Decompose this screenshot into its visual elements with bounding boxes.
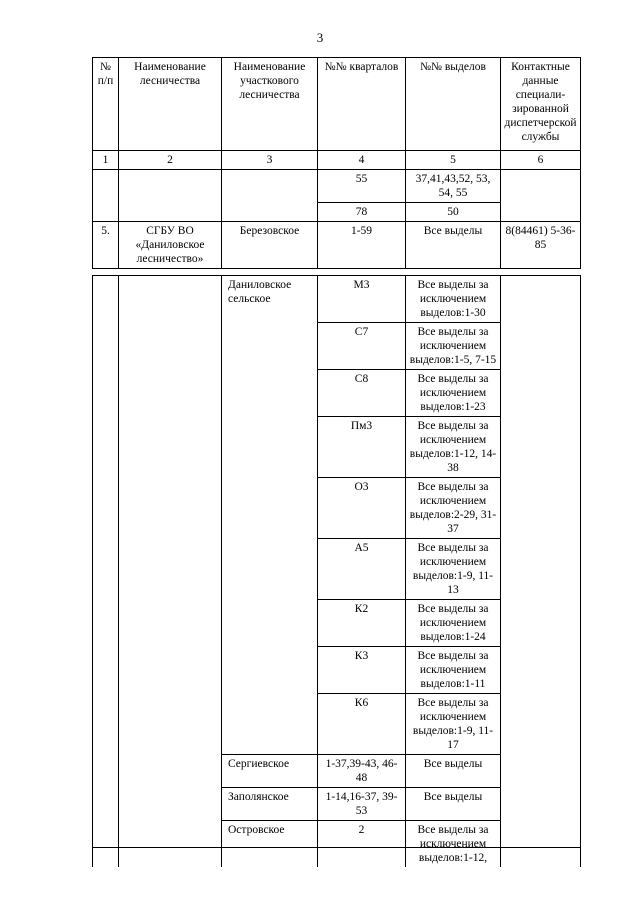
forestry-table-container bbox=[92, 57, 581, 867]
vydel-cell: 50 bbox=[406, 203, 501, 222]
header-vydel: №№ выделов bbox=[406, 58, 501, 151]
vydel-cell: Все выделы за исключением выделов:1-12, bbox=[406, 821, 501, 868]
kvartal-cell: 2 bbox=[318, 821, 406, 868]
column-number: 5 bbox=[406, 151, 501, 170]
vydel-cell: Все выделы bbox=[406, 788, 501, 821]
empty-cell bbox=[93, 276, 119, 868]
kvartal-cell: К6 bbox=[318, 694, 406, 755]
district-name: Сергиевское bbox=[222, 755, 318, 788]
vydel-cell: 37,41,43,52, 53, 54, 55 bbox=[406, 170, 501, 203]
kvartal-cell: С7 bbox=[318, 323, 406, 370]
header-kvartal: №№ кварталов bbox=[318, 58, 406, 151]
kvartal-cell: М3 bbox=[318, 276, 406, 323]
kvartal-cell: 1-14,16-37, 39-53 bbox=[318, 788, 406, 821]
table-row bbox=[93, 170, 581, 203]
column-number: 2 bbox=[119, 151, 222, 170]
district-name: Заполянское bbox=[222, 788, 318, 821]
kvartal-cell: 78 bbox=[318, 203, 406, 222]
vydel-cell: Все выделы за исключением выделов:1-11 bbox=[406, 647, 501, 694]
kvartal-cell: К3 bbox=[318, 647, 406, 694]
column-number-row bbox=[93, 151, 581, 170]
kvartal-cell: 1-37,39-43, 46-48 bbox=[318, 755, 406, 788]
kvartal-cell: 55 bbox=[318, 170, 406, 203]
vydel-cell: Все выделы за исключением выделов:1-12, 14-38 bbox=[406, 417, 501, 478]
vydel-cell: Все выделы за исключением выделов:1-30 bbox=[406, 276, 501, 323]
kvartal-cell: 1-59 bbox=[318, 222, 406, 269]
header-num: № п/п bbox=[93, 58, 119, 151]
empty-cell bbox=[93, 170, 119, 222]
vydel-cell: Все выделы за исключением выделов:1-5, 7-15 bbox=[406, 323, 501, 370]
kvartal-cell: К2 bbox=[318, 600, 406, 647]
column-number: 6 bbox=[501, 151, 581, 170]
header-forestry: Наименование лесничества bbox=[119, 58, 222, 151]
kvartal-cell: Пм3 bbox=[318, 417, 406, 478]
empty-cell bbox=[119, 170, 222, 222]
column-number: 4 bbox=[318, 151, 406, 170]
empty-cell bbox=[119, 276, 222, 868]
vydel-cell: Все выделы за исключением выделов:1-9, 11-13 bbox=[406, 539, 501, 600]
kvartal-cell: А5 bbox=[318, 539, 406, 600]
forestry-table bbox=[92, 57, 581, 867]
table-row bbox=[93, 222, 581, 269]
page-bottom-line bbox=[92, 847, 580, 848]
district-name: Даниловское сельское bbox=[222, 276, 318, 755]
page-number: 3 bbox=[316, 30, 324, 45]
column-number: 1 bbox=[93, 151, 119, 170]
kvartal-cell: С8 bbox=[318, 370, 406, 417]
empty-cell bbox=[501, 170, 581, 222]
contact-cell: 8(84461) 5-36-85 bbox=[501, 222, 581, 269]
district-name: Березовское bbox=[222, 222, 318, 269]
row-number: 5. bbox=[93, 222, 119, 269]
vydel-cell: Все выделы bbox=[406, 755, 501, 788]
vydel-cell: Все выделы за исключением выделов:1-24 bbox=[406, 600, 501, 647]
vydel-cell: Все выделы за исключением выделов:1-9, 11-17 bbox=[406, 694, 501, 755]
vydel-cell: Все выделы за исключением выделов:2-29, 31-37 bbox=[406, 478, 501, 539]
district-name: Островское bbox=[222, 821, 318, 868]
vydel-cell: Все выделы bbox=[406, 222, 501, 269]
forestry-name: СГБУ ВО «Даниловское лесничество» bbox=[119, 222, 222, 269]
table-row bbox=[93, 276, 581, 323]
header-district: Наименование участкового лесничества bbox=[222, 58, 318, 151]
kvartal-cell: О3 bbox=[318, 478, 406, 539]
vydel-cell: Все выделы за исключением выделов:1-23 bbox=[406, 370, 501, 417]
header-row bbox=[93, 58, 581, 151]
empty-cell bbox=[501, 276, 581, 868]
column-number: 3 bbox=[222, 151, 318, 170]
header-contact: Контактные данные специали-зированной диспетчерской службы bbox=[501, 58, 581, 151]
empty-cell bbox=[222, 170, 318, 222]
separator-row bbox=[93, 269, 581, 276]
